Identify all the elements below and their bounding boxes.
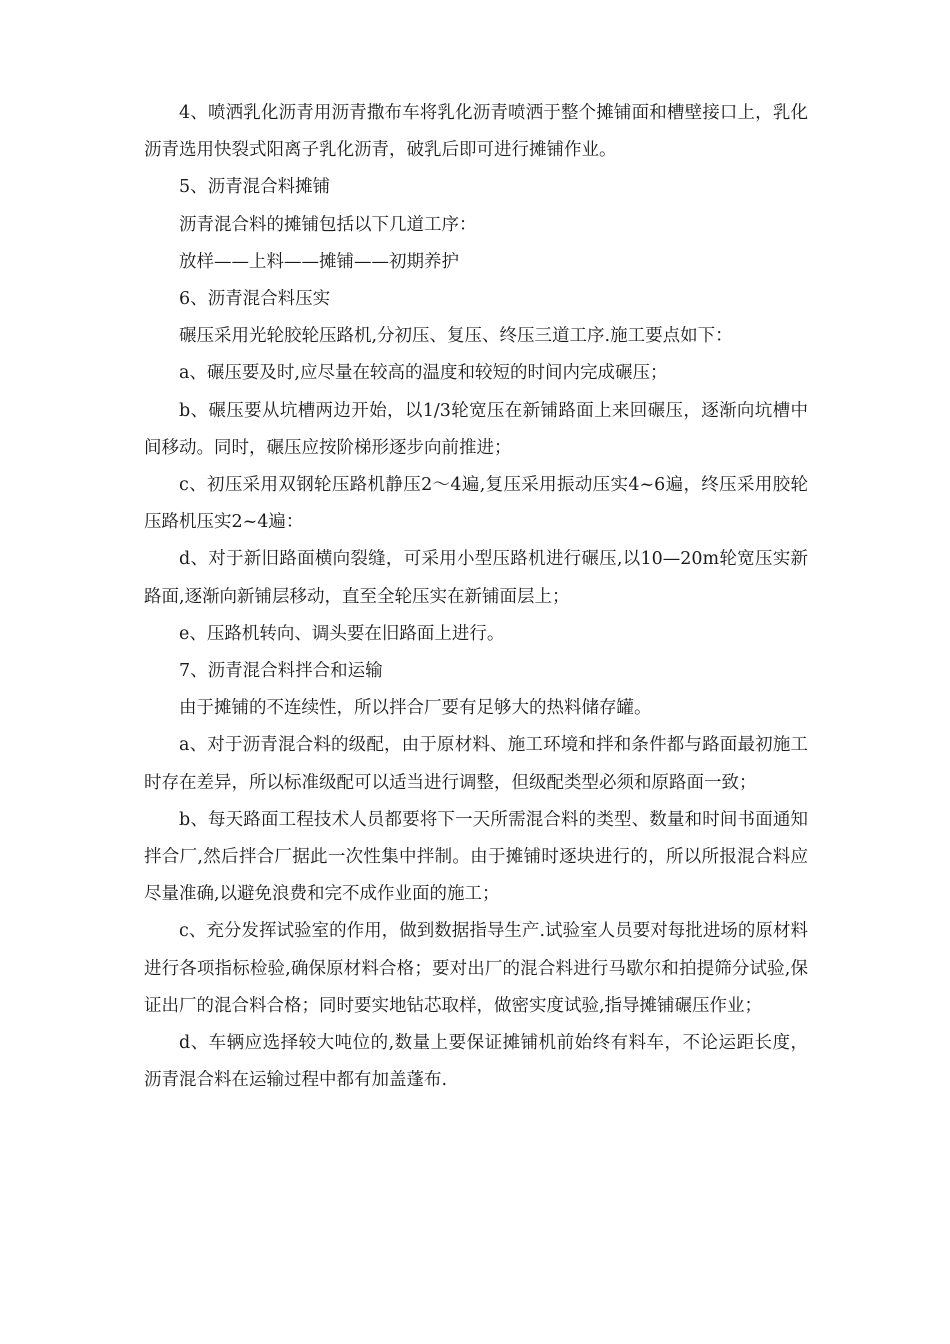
paragraph-compaction-point-a: a、碾压要及时,应尽量在较高的温度和较短的时间内完成碾压； <box>179 363 668 384</box>
paragraph-paving-procedures-intro: 沥青混合料的摊铺包括以下几道工序： <box>179 214 477 235</box>
heading-mixing-and-transport: 7、沥青混合料拌合和运输 <box>179 661 383 682</box>
paragraph-mixing-point-c: c、充分发挥试验室的作用，做到数据指导生产.试验室人员要对每批进场的原材料进行各项指标检验,确保原材料合格；要对出厂的混合料进行马歇尔和拍提筛分试验,保证出厂的混合料合格；同时要实地钻芯取样，做密实度试验,指导摊铺碾压作业； <box>144 921 808 1016</box>
paragraph-compaction-point-c: c、初压采用双钢轮压路机静压2～4遍,复压采用振动压实4~6遍，终压采用胶轮压路机压实2~4遍： <box>144 475 808 533</box>
paragraph-compaction-point-b: b、碾压要从坑槽两边开始，以1/3轮宽压在新铺路面上来回碾压，逐渐向坑槽中间移动。同时，碾压应按阶梯形逐步向前推进； <box>144 400 808 458</box>
paragraph-compaction-point-d: d、对于新旧路面横向裂缝，可采用小型压路机进行碾压,以10—20m轮宽压实新路面,逐渐向新铺层移动，直至全轮压实在新铺面层上； <box>144 549 808 607</box>
heading-asphalt-compaction: 6、沥青混合料压实 <box>179 289 331 310</box>
paragraph-spray-emulsified-asphalt: 4、喷洒乳化沥青用沥青撒布车将乳化沥青喷洒于整个摊铺面和槽壁接口上，乳化沥青选用快裂式阳离子乳化沥青，破乳后即可进行摊铺作业。 <box>144 103 808 161</box>
document-body <box>144 95 808 1099</box>
paragraph-compaction-overview: 碾压采用光轮胶轮压路机,分初压、复压、终压三道工序.施工要点如下： <box>179 326 733 347</box>
paragraph-mixing-point-d: d、车辆应选择较大吨位的,数量上要保证摊铺机前始终有料车，不论运距长度，沥青混合料在运输过程中都有加盖蓬布. <box>144 1033 808 1091</box>
paragraph-mixing-point-a: a、对于沥青混合料的级配，由于原材料、施工环境和拌和条件都与路面最初施工时存在差异，所以标准级配可以适当进行调整，但级配类型必须和原路面一致； <box>144 735 808 793</box>
paragraph-paving-sequence: 放样——上料——摊铺——初期养护 <box>179 251 459 272</box>
heading-asphalt-paving: 5、沥青混合料摊铺 <box>179 177 331 198</box>
paragraph-compaction-point-e: e、压路机转向、调头要在旧路面上进行。 <box>179 623 505 644</box>
paragraph-mixing-intro: 由于摊铺的不连续性，所以拌合厂要有足够大的热料储存罐。 <box>179 698 652 719</box>
paragraph-mixing-point-b: b、每天路面工程技术人员都要将下一天所需混合料的类型、数量和时间书面通知拌合厂,然后拌合厂据此一次性集中拌制。由于摊铺时逐块进行的，所以所报混合料应尽量准确,以避免浪费和完不成作业面的施工； <box>144 809 808 905</box>
